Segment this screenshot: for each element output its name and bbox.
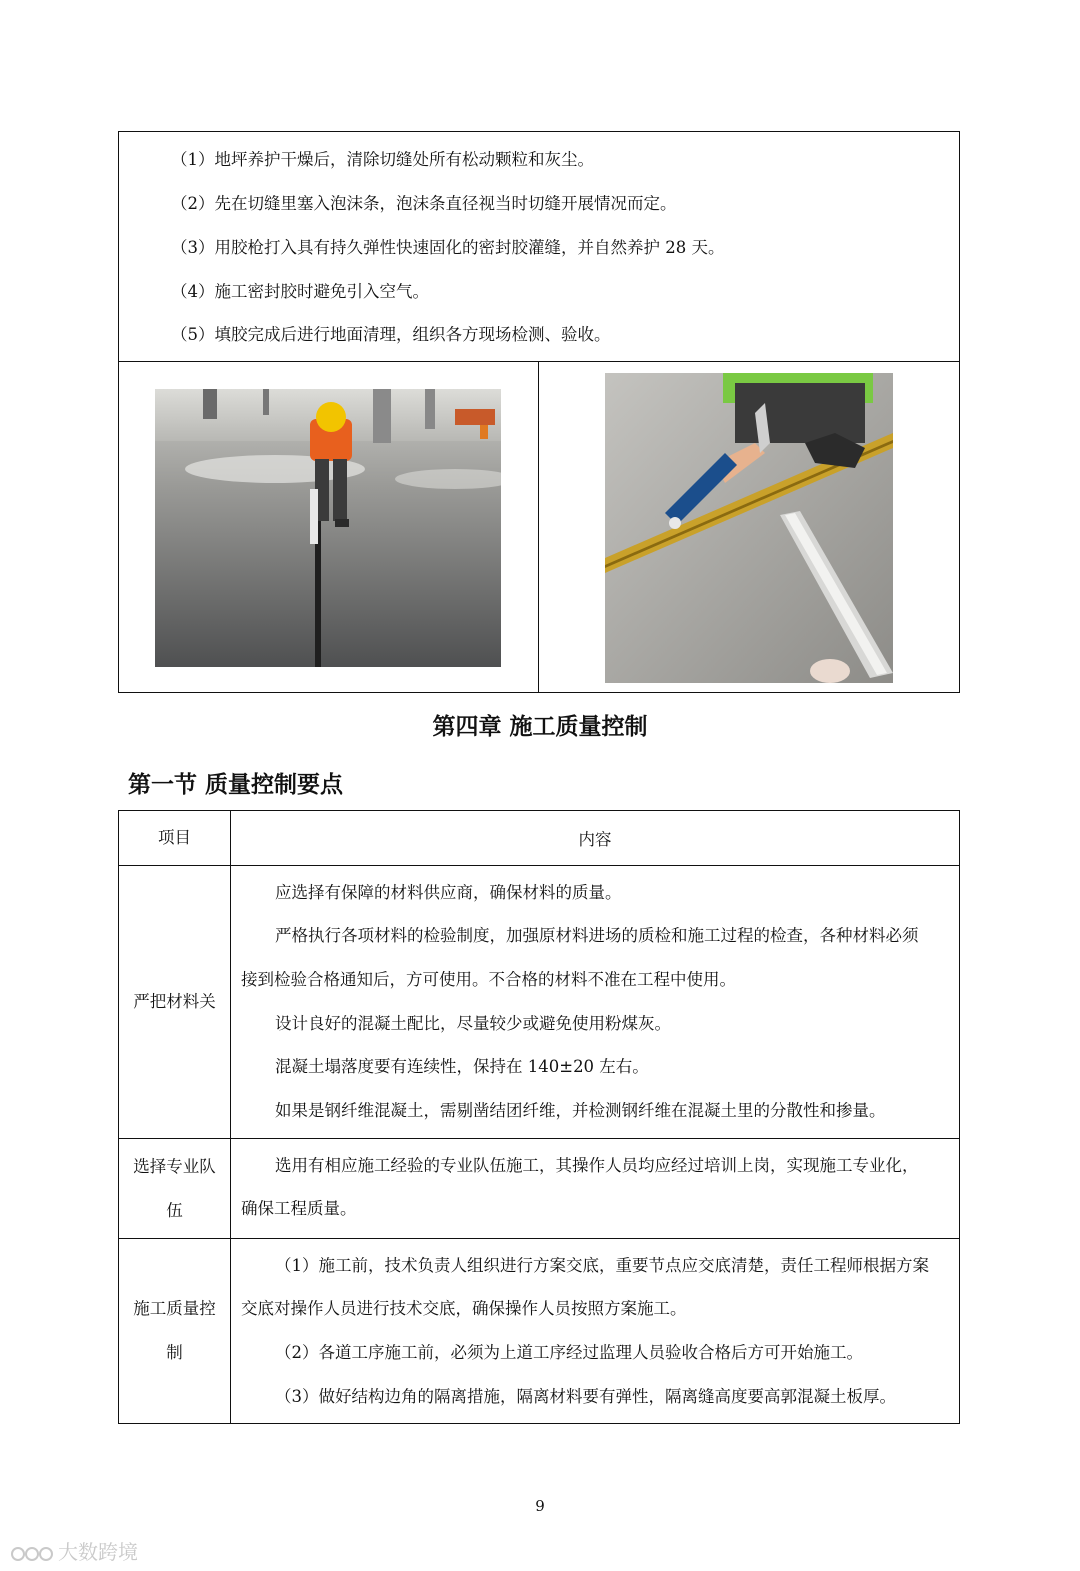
sealant-gun-closeup-photo <box>605 373 893 683</box>
row-label-cell <box>119 1139 231 1238</box>
content-line: 设计良好的混凝土配比，尽量较少或避免使用粉煤灰。 <box>275 1014 671 1033</box>
content-line: 确保工程质量。 <box>241 1199 357 1218</box>
table-row <box>119 1239 959 1423</box>
content-line: （2）各道工序施工前，必须为上道工序经过监理人员验收合格后方可开始施工。 <box>275 1343 863 1362</box>
watermark-logo-icon <box>10 1538 54 1564</box>
row-content-cell <box>231 1239 959 1423</box>
page-number: 9 <box>535 1497 545 1515</box>
content-line: 交底对操作人员进行技术交底，确保操作人员按照方案施工。 <box>241 1299 687 1318</box>
content-line: （3）做好结构边角的隔离措施，隔离材料要有弹性，隔离缝高度要高郭混凝土板厚。 <box>275 1387 896 1406</box>
content-line: 如果是钢纤维混凝土，需剔凿结团纤维，并检测钢纤维在混凝土里的分散性和掺量。 <box>275 1101 886 1120</box>
content-line: 严格执行各项材料的检验制度，加强原材料进场的质检和施工过程的检查，各种材料必须 <box>275 926 919 945</box>
header-content-label: 内容 <box>578 830 612 849</box>
row-content-cell <box>231 1139 959 1238</box>
steps-text-cell <box>119 132 959 362</box>
row-label-cell <box>119 1239 231 1423</box>
step-line: （3）用胶枪打入具有持久弹性快速固化的密封胶灌缝，并自然养护 28 天。 <box>171 238 725 257</box>
row-label: 施工质量控制 <box>133 1299 216 1362</box>
watermark <box>10 1536 138 1565</box>
worker-sealing-joint-photo <box>155 389 501 667</box>
row-label-cell <box>119 866 231 1138</box>
table-header-row <box>119 811 959 866</box>
content-line: 混凝土塌落度要有连续性，保持在 140±20 左右。 <box>275 1057 649 1076</box>
content-line: 应选择有保障的材料供应商，确保材料的质量。 <box>275 883 622 902</box>
section-title: 第一节 质量控制要点 <box>128 772 344 798</box>
quality-control-table <box>118 810 960 1424</box>
table-row <box>119 866 959 1139</box>
photo-cell-left <box>119 362 539 692</box>
header-item-cell <box>119 811 231 865</box>
step-line: （1）地坪养护干燥后，清除切缝处所有松动颗粒和灰尘。 <box>171 150 594 169</box>
content-line: （1）施工前，技术负责人组织进行方案交底，重要节点应交底清楚，责任工程师根据方案 <box>275 1256 929 1275</box>
photo-cell-right <box>539 362 959 692</box>
row-content-cell <box>231 866 959 1138</box>
table-row <box>119 1139 959 1239</box>
step-line: （5）填胶完成后进行地面清理，组织各方现场检测、验收。 <box>171 325 611 344</box>
steps-table <box>118 131 960 693</box>
chapter-title: 第四章 施工质量控制 <box>432 714 648 740</box>
step-line: （4）施工密封胶时避免引入空气。 <box>171 282 429 301</box>
content-line: 接到检验合格通知后，方可使用。不合格的材料不准在工程中使用。 <box>241 970 736 989</box>
row-label: 选择专业队伍 <box>133 1156 216 1220</box>
watermark-text: 大数跨境 <box>58 1540 138 1564</box>
header-content-cell <box>231 811 959 865</box>
row-label: 严把材料关 <box>133 992 216 1011</box>
content-line: 选用有相应施工经验的专业队伍施工，其操作人员均应经过培训上岗，实现施工专业化， <box>275 1156 919 1175</box>
header-item-label: 项目 <box>158 828 191 847</box>
step-line: （2）先在切缝里塞入泡沫条，泡沫条直径视当时切缝开展情况而定。 <box>171 194 677 213</box>
